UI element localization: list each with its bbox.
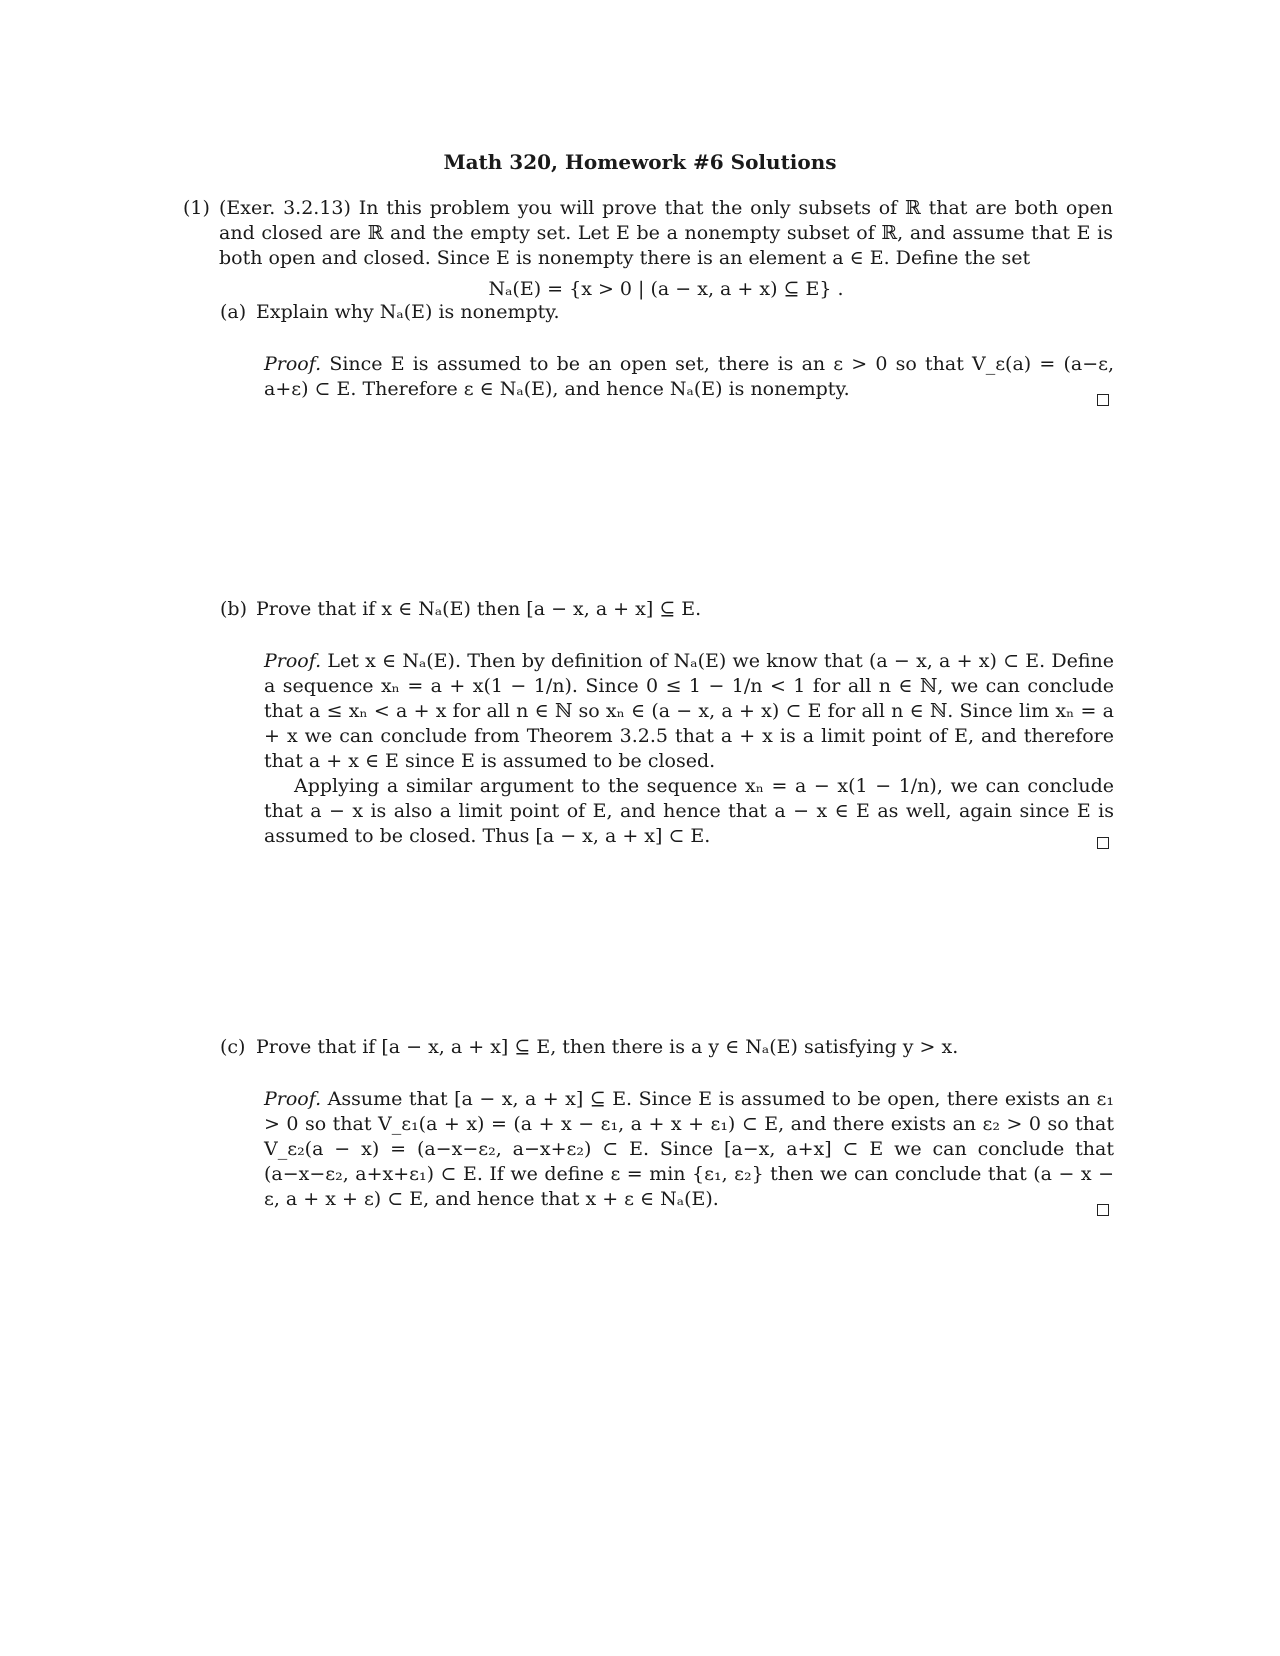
part-a-label: (a)	[220, 301, 247, 323]
proof-label: Proof.	[264, 650, 322, 672]
proof-text: Since E is assumed to be an open set, there is an ε > 0 so that V_ε(a) = (a−ε, a+ε) ⊂ E. Therefore ε ∈ Nₐ(E), and hence Nₐ(E) is nonempty.	[264, 353, 1114, 400]
part-a-question: Explain why Nₐ(E) is nonempty.	[256, 301, 560, 323]
problem-1	[183, 196, 1113, 302]
part-c-proof	[264, 1087, 1114, 1212]
page-title: Math 320, Homework #6 Solutions	[443, 150, 837, 174]
qed-square-icon	[1097, 394, 1109, 406]
part-a-proof	[264, 352, 1114, 402]
part-c-question: Prove that if [a − x, a + x] ⊆ E, then there is a y ∈ Nₐ(E) satisfying y > x.	[256, 1036, 959, 1058]
problem-number: (1)	[183, 197, 210, 219]
part-b-label: (b)	[220, 598, 247, 620]
problem-intro: (Exer. 3.2.13) In this problem you will prove that the only subsets of ℝ that are both open and closed are ℝ and the empty set. Let E be a nonempty subset of ℝ, and assume that E is both open and closed. Since E is nonempty there is an element a ∈ E. Define the set	[219, 197, 1113, 269]
set-definition: Nₐ(E) = {x > 0 | (a − x, a + x) ⊆ E} .	[488, 278, 844, 300]
part-b-proof	[264, 649, 1114, 849]
part-b-question: Prove that if x ∈ Nₐ(E) then [a − x, a + x] ⊆ E.	[256, 598, 702, 620]
proof-label: Proof.	[264, 353, 322, 375]
qed-square-icon	[1097, 1204, 1109, 1216]
proof-label: Proof.	[264, 1088, 322, 1110]
part-c-label: (c)	[220, 1036, 246, 1058]
proof-text: Applying a similar argument to the sequence xₙ = a − x(1 − 1/n), we can conclude that a − x is also a limit point of E, and hence that a − x ∈ E as well, again since E is assumed to be closed. Thus [a − x, a + x] ⊂ E.	[264, 775, 1114, 847]
proof-text: Assume that [a − x, a + x] ⊆ E. Since E is assumed to be open, there exists an ε₁ > 0 so that V_ε₁(a + x) = (a + x − ε₁, a + x + ε₁) ⊂ E, and there exists an ε₂ > 0 so that V_ε₂(a − x) = (a−x−ε₂, a−x+ε₂) ⊂ E. Since [a−x, a+x] ⊂ E we can conclude that (a−x−ε₂, a+x+ε₁) ⊂ E. If we define ε = min {ε₁, ε₂} then we can conclude that (a − x − ε, a + x + ε) ⊂ E, and hence that x + ε ∈ Nₐ(E).	[264, 1088, 1114, 1210]
proof-text: Let x ∈ Nₐ(E). Then by definition of Nₐ(E) we know that (a − x, a + x) ⊂ E. Define a sequence xₙ = a + x(1 − 1/n). Since 0 ≤ 1 − 1/n < 1 for all n ∈ ℕ, we can conclude that a ≤ xₙ < a + x for all n ∈ ℕ so xₙ ∈ (a − x, a + x) ⊂ E for all n ∈ ℕ. Since lim xₙ = a + x we can conclude from Theorem 3.2.5 that a + x is a limit point of E, and therefore that a + x ∈ E since E is assumed to be closed.	[264, 650, 1114, 772]
qed-square-icon	[1097, 837, 1109, 849]
